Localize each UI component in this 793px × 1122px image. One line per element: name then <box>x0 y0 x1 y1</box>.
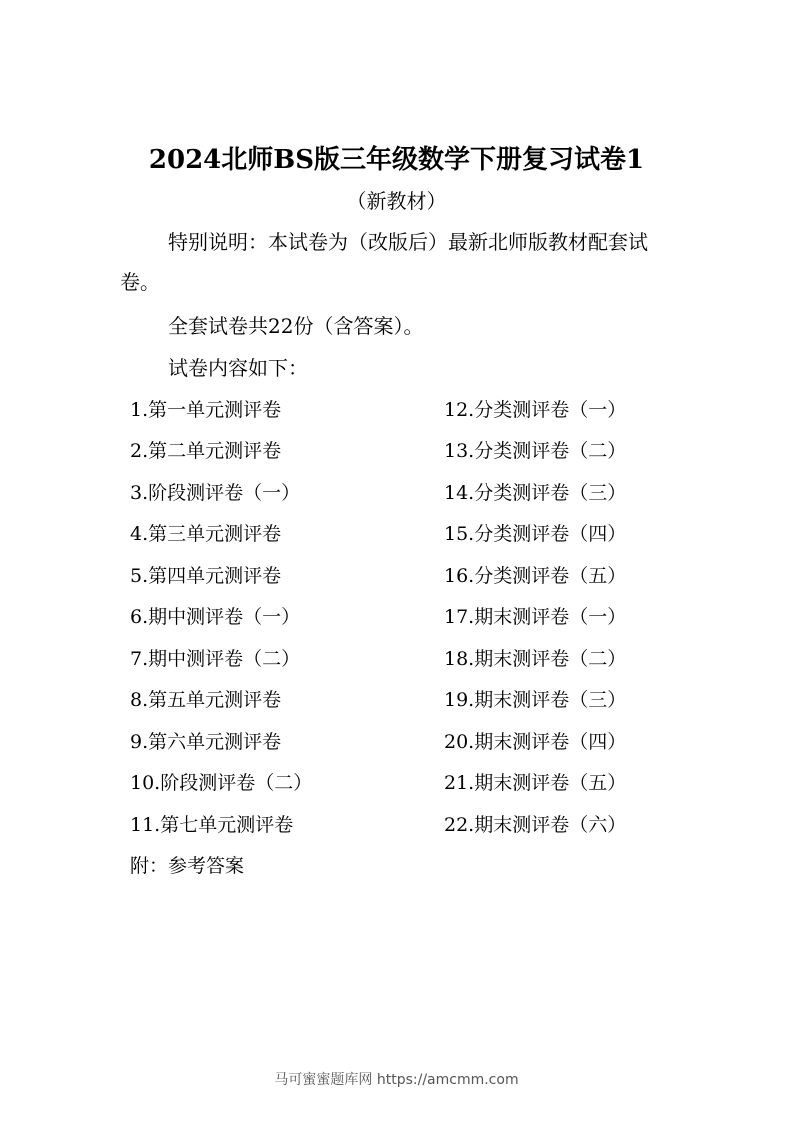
list-item: 22.期末测评卷（六） <box>444 814 627 836</box>
page-title: 2024北师BS版三年级数学下册复习试卷1 <box>148 145 645 175</box>
list-item: 13.分类测评卷（二） <box>444 440 627 462</box>
list-item: 18.期末测评卷（二） <box>444 648 627 670</box>
count-line: 全套试卷共22份（含答案）。 <box>168 314 424 338</box>
list-item: 1.第一单元测评卷 <box>130 399 282 421</box>
list-item: 6.期中测评卷（一） <box>130 606 301 628</box>
list-item: 19.期末测评卷（三） <box>444 689 627 711</box>
list-item: 21.期末测评卷（五） <box>444 772 627 794</box>
list-item: 3.阶段测评卷（一） <box>130 482 301 504</box>
special-note: 特别说明：本试卷为（改版后）最新北师版教材配套试卷。 <box>120 230 648 294</box>
list-item: 11.第七单元测评卷 <box>130 814 294 836</box>
page-subtitle: （新教材） <box>346 189 447 213</box>
appendix-line: 附：参考答案 <box>130 855 245 877</box>
list-item: 12.分类测评卷（一） <box>444 399 627 421</box>
contents-intro: 试卷内容如下： <box>168 356 308 380</box>
list-item: 17.期末测评卷（一） <box>444 606 627 628</box>
list-item: 10.阶段测评卷（二） <box>130 772 313 794</box>
footer-link[interactable]: 马可蜜蜜题库网 https://amcmm.com <box>274 1072 519 1088</box>
list-item: 8.第五单元测评卷 <box>130 689 282 711</box>
list-item: 16.分类测评卷（五） <box>444 565 627 587</box>
list-item: 14.分类测评卷（三） <box>444 482 627 504</box>
list-item: 7.期中测评卷（二） <box>130 648 301 670</box>
list-item: 4.第三单元测评卷 <box>130 523 282 545</box>
list-item: 5.第四单元测评卷 <box>130 565 282 587</box>
list-item: 9.第六单元测评卷 <box>130 731 282 753</box>
list-item: 20.期末测评卷（四） <box>444 731 627 753</box>
list-item: 15.分类测评卷（四） <box>444 523 627 545</box>
list-item: 2.第二单元测评卷 <box>130 440 282 462</box>
